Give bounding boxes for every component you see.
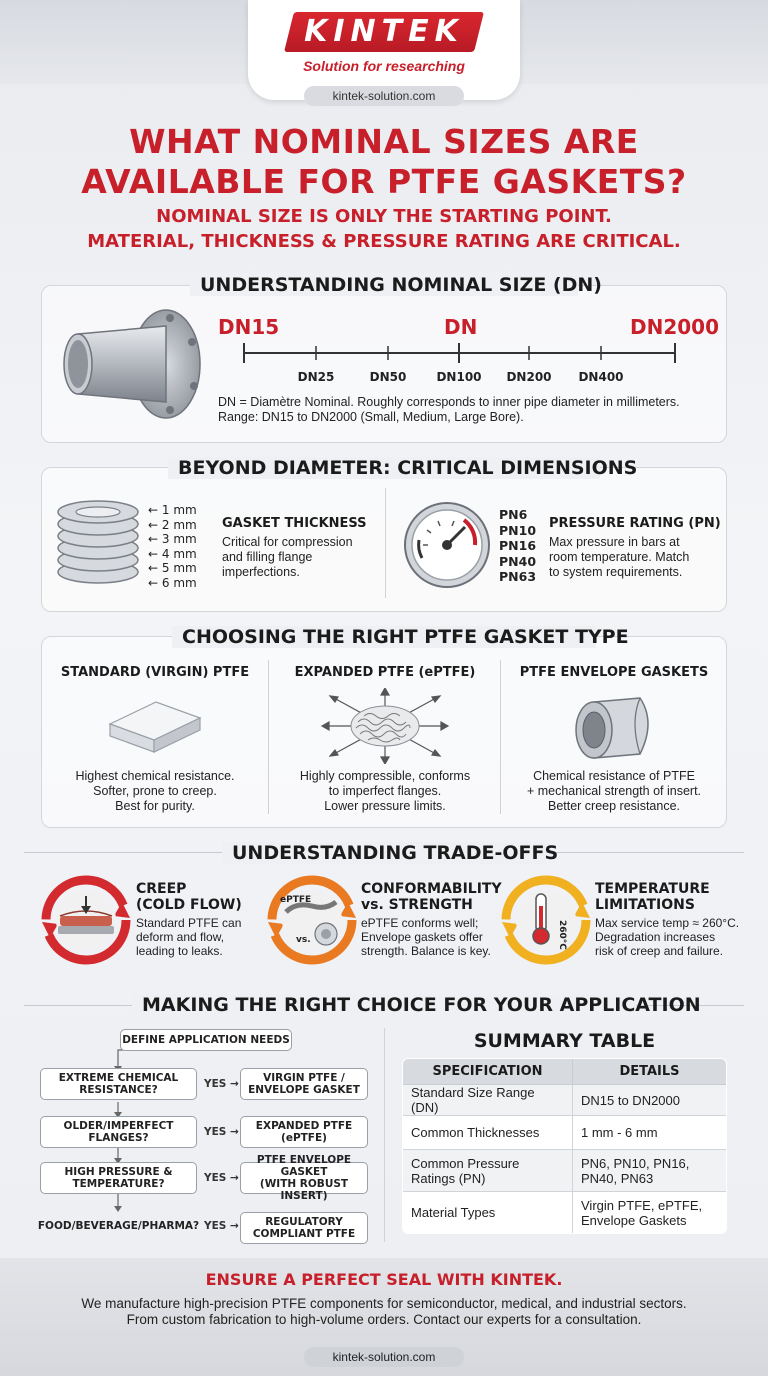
table-row — [403, 1150, 727, 1192]
thickness-description — [222, 535, 382, 580]
conformability-title — [361, 881, 502, 913]
creep-desc-line: leading to leaks. — [136, 944, 223, 958]
table-cell-spec: Standard Size Range (DN) — [403, 1085, 573, 1116]
temperature-cycle-icon — [498, 872, 594, 968]
site-url-bottom[interactable]: kintek-solution.com — [304, 1347, 464, 1367]
table-row — [403, 1192, 727, 1234]
dn-description-line2: Range: DN15 to DN2000 (Small, Medium, Large Bore). — [218, 410, 524, 424]
temperature-title-line: LIMITATIONS — [595, 897, 695, 913]
dimensions-heading: BEYOND DIAMETER: CRITICAL DIMENSIONS — [168, 457, 600, 479]
logo-text: KINTEK — [304, 14, 464, 49]
type-desc-line: Lower pressure limits. — [324, 799, 446, 813]
type-desc-line: Highly compressible, conforms — [299, 769, 471, 783]
temperature-desc-line: Degradation increases — [595, 930, 716, 944]
creep-title — [136, 881, 242, 913]
type-title-envelope: PTFE ENVELOPE GASKETS — [519, 665, 709, 680]
pressure-desc-line: Max pressure in bars at — [549, 535, 680, 549]
table-cell-detail: PN6, PN10, PN16, PN40, PN63 — [573, 1150, 727, 1192]
type-title-eptfe: EXPANDED PTFE (ePTFE) — [294, 665, 476, 680]
type-desc-line: Highest chemical resistance. — [75, 769, 235, 783]
dn-left-label: DN15 — [218, 315, 280, 339]
conformability-title-line: vs. STRENGTH — [361, 897, 473, 913]
creep-desc-line: Standard PTFE can — [136, 916, 242, 930]
page-title — [20, 122, 748, 202]
type-desc-eptfe — [274, 769, 496, 814]
pipe-flange-icon — [58, 306, 208, 422]
flow-question-line: HIGH PRESSURE & — [64, 1166, 173, 1178]
flow-answer-line: COMPLIANT PTFE — [252, 1228, 356, 1240]
page-subtitle-line1: NOMINAL SIZE IS ONLY THE STARTING POINT. — [156, 206, 612, 227]
type-desc-virgin — [48, 769, 262, 814]
pn-item: PN40 — [499, 553, 537, 569]
pressure-description — [549, 535, 719, 580]
conformability-title-line: CONFORMABILITY — [361, 881, 502, 897]
tradeoffs-heading: UNDERSTANDING TRADE-OFFS — [222, 842, 546, 864]
thickness-desc-line: Critical for compression — [222, 535, 353, 549]
eptfe-fiber-icon — [320, 688, 450, 764]
flow-yes-label: YES → — [204, 1220, 239, 1232]
flow-yes-label: YES → — [204, 1126, 239, 1138]
temp-mini-label: 260°C — [557, 920, 567, 950]
thickness-item: ← 2 mm — [148, 517, 197, 532]
temperature-description — [595, 916, 755, 958]
dn-tick-label: DN400 — [578, 370, 624, 384]
types-divider — [268, 660, 269, 814]
table-cell-detail: DN15 to DN2000 — [573, 1085, 727, 1116]
thickness-item: ← 3 mm — [148, 532, 197, 547]
flow-answer-box — [240, 1212, 368, 1244]
temperature-desc-line: Max service temp ≈ 260°C. — [595, 916, 740, 930]
creep-title-line: (COLD FLOW) — [136, 897, 242, 913]
pressure-title: PRESSURE RATING (PN) — [549, 516, 721, 531]
page-title-line1: WHAT NOMINAL SIZES ARE — [129, 122, 639, 161]
choice-heading: MAKING THE RIGHT CHOICE FOR YOUR APPLICATION — [132, 994, 636, 1016]
flow-answer-line: (WITH ROBUST INSERT) — [259, 1178, 349, 1202]
nominal-size-heading: UNDERSTANDING NOMINAL SIZE (DN) — [190, 274, 578, 296]
logo-tagline: Solution for researching — [303, 58, 465, 74]
type-title-virgin: STANDARD (VIRGIN) PTFE — [60, 665, 250, 680]
flow-question-box — [40, 1162, 197, 1194]
dn-mid-label: DN — [444, 315, 478, 339]
footer-heading: ENSURE A PERFECT SEAL WITH KINTEK. — [205, 1270, 563, 1289]
table-cell-spec: Material Types — [403, 1192, 573, 1234]
flow-answer-box — [240, 1068, 368, 1100]
flow-question-line: TEMPERATURE? — [72, 1178, 165, 1190]
flow-answer-line: (ePTFE) — [281, 1132, 327, 1144]
flow-answer-line: PTFE ENVELOPE GASKET — [256, 1154, 352, 1178]
conformability-desc-line: ePTFE conforms well; — [361, 916, 479, 930]
table-header-spec: SPECIFICATION — [403, 1059, 573, 1085]
flow-question-box — [40, 1068, 197, 1100]
table-cell-detail: Virgin PTFE, ePTFE, Envelope Gaskets — [573, 1192, 727, 1234]
gasket-types-heading: CHOOSING THE RIGHT PTFE GASKET TYPE — [172, 626, 596, 648]
conformability-desc-line: strength. Balance is key. — [361, 944, 491, 958]
flow-yes-label: YES → — [204, 1078, 239, 1090]
types-divider — [500, 660, 501, 814]
conformability-cycle-icon — [264, 872, 360, 968]
table-cell-spec: Common Pressure Ratings (PN) — [403, 1150, 573, 1192]
thickness-desc-line: and filling flange — [222, 550, 313, 564]
page-title-line2: AVAILABLE FOR PTFE GASKETS? — [81, 162, 687, 201]
type-desc-line: + mechanical strength of insert. — [526, 784, 702, 798]
type-desc-line: Softer, prone to creep. — [93, 784, 217, 798]
creep-description — [136, 916, 256, 958]
flow-yes-label: YES → — [204, 1172, 239, 1184]
table-header-details: DETAILS — [573, 1059, 727, 1085]
flow-answer-box — [240, 1154, 368, 1202]
temperature-title — [595, 881, 710, 913]
creep-title-line: CREEP — [136, 881, 187, 897]
flow-answer-line: VIRGIN PTFE / — [263, 1072, 345, 1084]
dn-tick-label: DN100 — [436, 370, 482, 384]
pn-item: PN63 — [499, 569, 537, 584]
type-desc-line: Best for purity. — [115, 799, 195, 813]
flow-question-line: FOOD/BEVERAGE/PHARMA? — [37, 1220, 200, 1232]
dn-ruler — [238, 340, 683, 366]
dn-tick-label: DN25 — [297, 370, 335, 384]
flow-question-line: FLANGES? — [88, 1132, 149, 1144]
flow-question-line: OLDER/IMPERFECT — [63, 1120, 174, 1132]
table-header-row — [403, 1059, 727, 1085]
pn-item: PN16 — [499, 538, 537, 553]
ptfe-block-icon — [104, 694, 204, 758]
temperature-desc-line: risk of creep and failure. — [595, 944, 724, 958]
thickness-title: GASKET THICKNESS — [222, 516, 367, 531]
type-desc-line: to imperfect flanges. — [328, 784, 442, 798]
conformability-desc-line: Envelope gaskets offer — [361, 930, 483, 944]
dn-right-label: DN2000 — [630, 315, 720, 339]
pressure-gauge-icon — [402, 500, 492, 590]
pressure-desc-line: to system requirements. — [549, 565, 683, 579]
type-desc-line: Chemical resistance of PTFE — [533, 769, 695, 783]
table-row — [403, 1116, 727, 1150]
flow-answer-line: ENVELOPE GASKET — [248, 1084, 360, 1096]
footer-text — [10, 1296, 758, 1328]
thickness-desc-line: imperfections. — [222, 565, 300, 579]
pn-item: PN6 — [499, 507, 528, 522]
type-desc-line: Better creep resistance. — [547, 799, 680, 813]
eptfe-mini-label: ePTFE — [280, 895, 312, 905]
dn-description-line1: DN = Diamètre Nominal. Roughly corresponds to inner pipe diameter in millimeters. — [218, 395, 680, 409]
dn-tick-label: DN50 — [369, 370, 407, 384]
type-desc-envelope — [506, 769, 722, 814]
creep-cycle-icon — [38, 872, 134, 968]
flow-question-box — [37, 1212, 200, 1240]
footer-line1: We manufacture high-precision PTFE components for semiconductor, medical, and industrial sectors. — [81, 1296, 687, 1311]
site-url-top[interactable]: kintek-solution.com — [304, 86, 464, 106]
table-cell-spec: Common Thicknesses — [403, 1116, 573, 1150]
conformability-description — [361, 916, 496, 958]
page-subtitle-line2: MATERIAL, THICKNESS & PRESSURE RATING ARE CRITICAL. — [87, 231, 681, 252]
pn-item: PN10 — [499, 522, 537, 538]
summary-table — [402, 1058, 727, 1234]
flow-question-line: EXTREME CHEMICAL — [58, 1072, 179, 1084]
pressure-desc-line: room temperature. Match — [549, 550, 690, 564]
flow-answer-line: EXPANDED PTFE — [255, 1120, 353, 1132]
pn-list — [499, 507, 536, 585]
thickness-item: ← 6 mm — [148, 575, 197, 590]
summary-heading: SUMMARY TABLE — [473, 1030, 656, 1052]
envelope-gasket-icon — [568, 692, 660, 764]
thickness-item: ← 5 mm — [148, 561, 197, 576]
gasket-stack-icon — [52, 494, 148, 590]
dn-tick-label: DN200 — [506, 370, 552, 384]
table-cell-detail: 1 mm - 6 mm — [573, 1116, 727, 1150]
flow-question-box — [40, 1116, 197, 1148]
thickness-item: ← 1 mm — [148, 503, 197, 517]
creep-desc-line: deform and flow, — [136, 930, 225, 944]
dimensions-divider — [385, 488, 386, 598]
dn-description — [218, 395, 723, 425]
table-row — [403, 1085, 727, 1116]
choice-divider — [384, 1028, 385, 1242]
page-subtitle — [20, 204, 748, 254]
footer-line2: From custom fabrication to high-volume orders. Contact our experts for a consultation. — [126, 1312, 642, 1327]
flow-start-box: DEFINE APPLICATION NEEDS — [120, 1029, 292, 1051]
temperature-title-line: TEMPERATURE — [595, 881, 710, 897]
thickness-item: ← 4 mm — [148, 546, 197, 561]
flow-question-line: RESISTANCE? — [79, 1084, 158, 1096]
flow-answer-box — [240, 1116, 368, 1148]
thickness-list — [148, 503, 206, 591]
flow-answer-line: REGULATORY — [265, 1216, 343, 1228]
vs-mini-label: vs. — [296, 935, 311, 945]
